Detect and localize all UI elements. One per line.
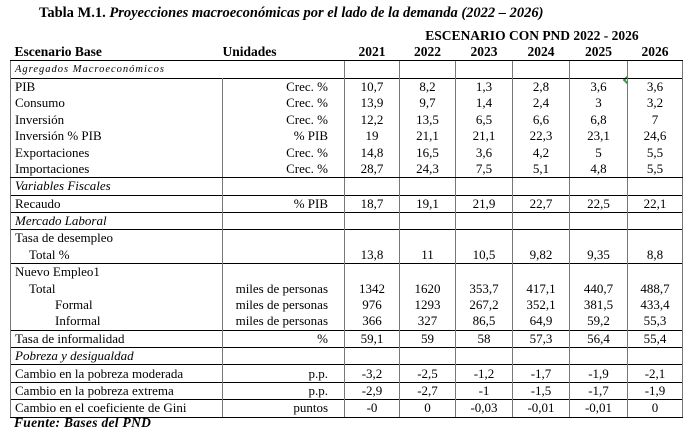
table-title — [39, 5, 679, 27]
cell-value: 57,3 — [513, 330, 570, 347]
row-unit: % PIB — [223, 128, 345, 144]
row-unit: Crec. % — [223, 112, 345, 128]
cell-value: 9,82 — [513, 247, 570, 264]
section-title-poverty: Pobreza y desigualdad — [11, 348, 223, 365]
cell-value: 8,8 — [628, 247, 683, 264]
row-label: Tasa de informalidad — [11, 330, 223, 347]
cell-value: -2,7 — [400, 382, 456, 399]
row-unit: p.p. — [223, 382, 345, 399]
cell-value: 976 — [345, 297, 400, 313]
header-year: 2022 — [400, 44, 456, 61]
section-row — [11, 348, 683, 365]
row-unit: miles de personas — [223, 280, 345, 296]
cell-value: 7,5 — [456, 161, 513, 178]
header-units: Unidades — [223, 44, 345, 61]
cell-value: 10,7 — [345, 78, 400, 95]
cell-value: -0 — [345, 400, 400, 417]
cell-value: 19,1 — [400, 195, 456, 212]
row-unit: p.p. — [223, 365, 345, 382]
table-row — [11, 230, 683, 247]
cell-value: 13,8 — [345, 247, 400, 264]
table-row — [11, 247, 683, 264]
cell-value: 86,5 — [456, 313, 513, 330]
cell-value: 5,5 — [628, 144, 683, 160]
scenario-super-header: ESCENARIO CON PND 2022 - 2026 — [425, 28, 639, 43]
table-row — [11, 365, 683, 382]
cell-value: 1,4 — [456, 95, 513, 111]
row-label: Informal — [11, 313, 223, 330]
cell-value: 1293 — [400, 297, 456, 313]
cell-value: 0 — [400, 400, 456, 417]
cell-value: 24,3 — [400, 161, 456, 178]
row-label: PIB — [11, 78, 223, 95]
row-label: Importaciones — [11, 161, 223, 178]
row-unit: Crec. % — [223, 161, 345, 178]
cell-value: 23,1 — [570, 128, 628, 144]
cell-value: 267,2 — [456, 297, 513, 313]
cell-value: 353,7 — [456, 280, 513, 296]
cell-value: 4,8 — [570, 161, 628, 178]
table-row — [11, 280, 683, 296]
row-unit: % PIB — [223, 195, 345, 212]
header-year: 2023 — [456, 44, 513, 61]
cell-value: 381,5 — [570, 297, 628, 313]
row-label: Nuevo Empleo1 — [11, 264, 223, 281]
cell-value: -2,9 — [345, 382, 400, 399]
table-row — [11, 330, 683, 347]
cell-value: -0,01 — [570, 400, 628, 417]
table-row — [11, 95, 683, 111]
cell-value: -1,9 — [570, 365, 628, 382]
cell-value: 3 — [570, 95, 628, 111]
header-year: 2025 — [570, 44, 628, 61]
cell-value: 13,9 — [345, 95, 400, 111]
cell-value: 6,5 — [456, 112, 513, 128]
cell-value: -0,01 — [513, 400, 570, 417]
cell-value: 5,5 — [628, 161, 683, 178]
row-unit: miles de personas — [223, 297, 345, 313]
section-title-fiscal: Variables Fiscales — [11, 178, 223, 195]
section-row — [11, 61, 683, 78]
cell-value: 1620 — [400, 280, 456, 296]
cell-value: 6,6 — [513, 112, 570, 128]
row-label: Cambio en la pobreza moderada — [11, 365, 223, 382]
cell-value: 59 — [400, 330, 456, 347]
row-label: Inversión — [11, 112, 223, 128]
header-scenario: Escenario Base — [11, 44, 223, 61]
cell-value: 4,2 — [513, 144, 570, 160]
cell-value: -2,1 — [628, 365, 683, 382]
cell-value: 433,4 — [628, 297, 683, 313]
cell-value: 24,6 — [628, 128, 683, 144]
table-row — [11, 264, 683, 281]
cell-value: 19 — [345, 128, 400, 144]
row-unit: Crec. % — [223, 78, 345, 95]
row-label: Cambio en la pobreza extrema — [11, 382, 223, 399]
cell-value: -1,5 — [513, 382, 570, 399]
row-unit: Crec. % — [223, 144, 345, 160]
table-row — [11, 382, 683, 399]
cell-value: 7 — [628, 112, 683, 128]
cell-value: -1,2 — [456, 365, 513, 382]
cell-value: 9,35 — [570, 247, 628, 264]
row-unit: miles de personas — [223, 313, 345, 330]
section-row — [11, 178, 683, 195]
cell-value: 8,2 — [400, 78, 456, 95]
cell-value: 488,7 — [628, 280, 683, 296]
row-label: Consumo — [11, 95, 223, 111]
table-title-main: Proyecciones macroeconómicas por el lado de la demanda (2022 – 2026) — [109, 5, 544, 21]
cell-value: 58 — [456, 330, 513, 347]
cell-value: 3,2 — [628, 95, 683, 111]
row-label: Total — [11, 280, 223, 296]
cell-value: 28,7 — [345, 161, 400, 178]
cell-value: 0 — [628, 400, 683, 417]
cell-value: 3,6 — [570, 78, 628, 95]
cell-value: 64,9 — [513, 313, 570, 330]
cell-value: 1,3 — [456, 78, 513, 95]
cell-value: 14,8 — [345, 144, 400, 160]
row-label: Inversión % PIB — [11, 128, 223, 144]
table-row — [11, 128, 683, 144]
table-title-prefix: Tabla M.1. — [39, 5, 106, 21]
cell-value: 3,6 — [456, 144, 513, 160]
cell-value: -1,7 — [513, 365, 570, 382]
cell-value: 327 — [400, 313, 456, 330]
cell-value: 59,1 — [345, 330, 400, 347]
row-label: Cambio en el coeficiente de Gini — [11, 400, 223, 417]
cell-value: 55,3 — [628, 313, 683, 330]
row-unit: Crec. % — [223, 95, 345, 111]
cell-value: 417,1 — [513, 280, 570, 296]
section-title-macro: Agregados Macroeconómicos — [11, 61, 345, 78]
cell-value: 22,1 — [628, 195, 683, 212]
table-row — [11, 195, 683, 212]
cell-value: 21,1 — [400, 128, 456, 144]
table-row — [11, 144, 683, 160]
table-row — [11, 112, 683, 128]
cell-value: 12,2 — [345, 112, 400, 128]
cell-value: 59,2 — [570, 313, 628, 330]
section-row — [11, 212, 683, 229]
cell-value: -2,5 — [400, 365, 456, 382]
cell-value: -1 — [456, 382, 513, 399]
cell-value: 352,1 — [513, 297, 570, 313]
row-unit: puntos — [223, 400, 345, 417]
cell-value: 22,3 — [513, 128, 570, 144]
section-title-labor: Mercado Laboral — [11, 212, 223, 229]
header-year: 2021 — [345, 44, 400, 61]
cell-value: 1342 — [345, 280, 400, 296]
table-source: Fuente: Bases del PND — [14, 415, 152, 430]
cell-value: 22,5 — [570, 195, 628, 212]
cell-value: -1,9 — [628, 382, 683, 399]
row-label: Exportaciones — [11, 144, 223, 160]
cell-value: 11 — [400, 247, 456, 264]
cell-value: 55,4 — [628, 330, 683, 347]
cell-value: -1,7 — [570, 382, 628, 399]
header-year: 2024 — [513, 44, 570, 61]
row-label: Total % — [11, 247, 223, 264]
cell-value: 18,7 — [345, 195, 400, 212]
cell-value: 21,9 — [456, 195, 513, 212]
row-label: Formal — [11, 297, 223, 313]
cell-value: 366 — [345, 313, 400, 330]
cell-value: 10,5 — [456, 247, 513, 264]
header-row — [11, 44, 683, 61]
table-row — [11, 78, 683, 95]
cell-value: 440,7 — [570, 280, 628, 296]
table-row — [11, 297, 683, 313]
row-unit: % — [223, 330, 345, 347]
row-label: Recaudo — [11, 195, 223, 212]
cell-value: 6,8 — [570, 112, 628, 128]
cell-value: 2,8 — [513, 78, 570, 95]
header-year: 2026 — [628, 44, 683, 61]
cell-value: -0,03 — [456, 400, 513, 417]
cell-value: 9,7 — [400, 95, 456, 111]
cell-value: 16,5 — [400, 144, 456, 160]
table-row — [11, 313, 683, 330]
cell-value: -3,2 — [345, 365, 400, 382]
cell-value: 22,7 — [513, 195, 570, 212]
cell-value: 5 — [570, 144, 628, 160]
cell-value: 3,6 — [628, 78, 683, 95]
cell-value: 5,1 — [513, 161, 570, 178]
table-row — [11, 161, 683, 178]
row-label: Tasa de desempleo — [11, 230, 223, 247]
projections-table — [10, 44, 683, 418]
cell-value: 2,4 — [513, 95, 570, 111]
cell-value: 56,4 — [570, 330, 628, 347]
cell-value: 13,5 — [400, 112, 456, 128]
cell-value: 21,1 — [456, 128, 513, 144]
